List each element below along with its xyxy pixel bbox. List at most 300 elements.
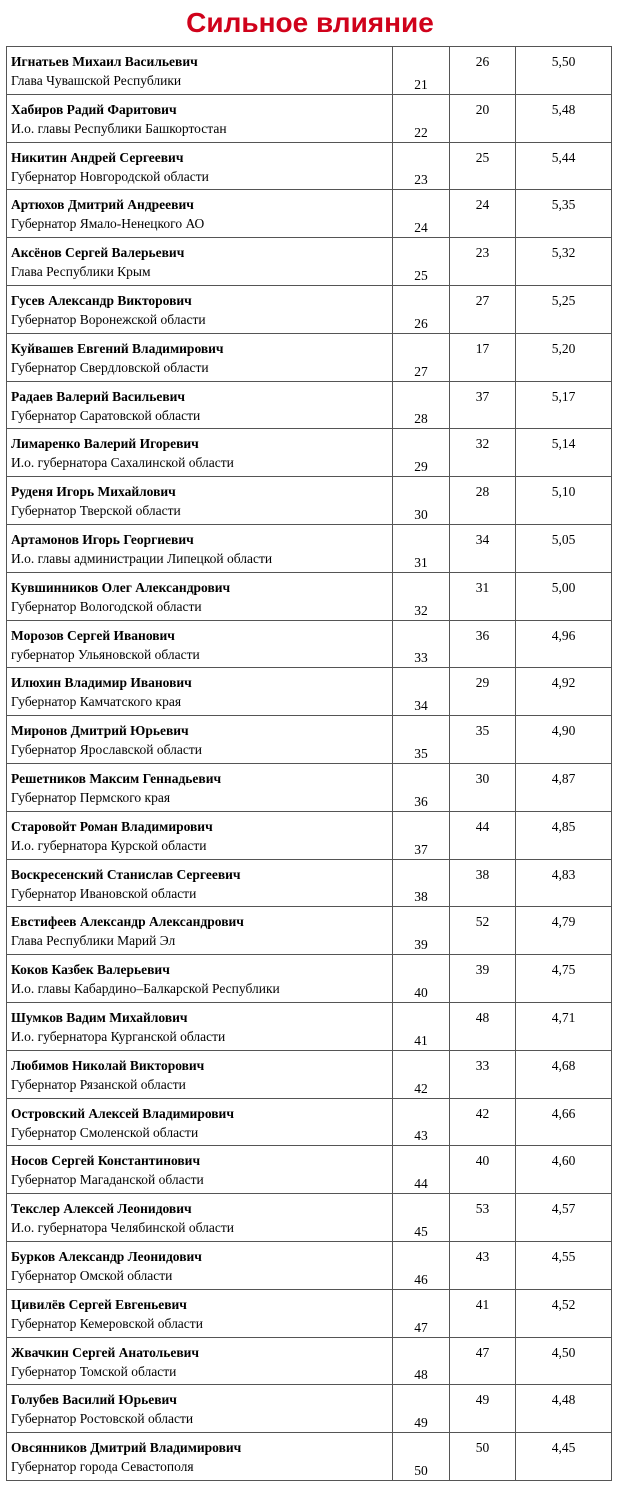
previous-place: 53 [475, 1201, 490, 1217]
person-cell [7, 907, 393, 954]
person-cell [7, 1242, 393, 1289]
table-row [6, 1433, 612, 1481]
table-row [6, 955, 612, 1003]
table-row [6, 143, 612, 191]
person-position: Губернатор Ивановской области [11, 885, 197, 901]
person-cell [7, 1146, 393, 1193]
place-cell [393, 1194, 450, 1241]
table-row [6, 334, 612, 382]
person-cell [7, 573, 393, 620]
score-cell [516, 477, 611, 524]
person-name: Носов Сергей Константинович [11, 1153, 201, 1169]
place-cell [393, 95, 450, 142]
person-cell [7, 477, 393, 524]
place-cell [393, 668, 450, 715]
rank-place: 39 [414, 937, 428, 953]
table-row [6, 1338, 612, 1386]
score-value: 4,48 [551, 1392, 576, 1408]
previous-place: 37 [475, 388, 490, 404]
table-row [6, 382, 612, 430]
score-cell [516, 812, 611, 859]
place-cell [393, 238, 450, 285]
previous-place: 31 [475, 579, 490, 595]
place-cell [393, 1290, 450, 1337]
score-cell [516, 764, 611, 811]
previous-place: 52 [475, 914, 490, 930]
previous-place: 30 [475, 770, 490, 786]
score-value: 5,17 [551, 388, 576, 404]
person-cell [7, 95, 393, 142]
rank-place: 46 [414, 1271, 428, 1287]
place-cell [393, 716, 450, 763]
previous-place-cell [450, 1433, 516, 1480]
place-cell [393, 812, 450, 859]
previous-place: 25 [475, 149, 490, 165]
rank-place: 35 [414, 745, 428, 761]
score-value: 5,48 [551, 101, 576, 117]
rank-place: 27 [414, 363, 428, 379]
person-position: Губернатор Магаданской области [11, 1172, 204, 1188]
table-row [6, 860, 612, 908]
person-position: И.о. губернатора Сахалинской области [11, 455, 234, 471]
previous-place-cell [450, 1003, 516, 1050]
place-cell [393, 334, 450, 381]
person-name: Радаев Валерий Васильевич [11, 388, 186, 404]
rank-place: 24 [414, 220, 428, 236]
previous-place: 17 [475, 340, 490, 356]
previous-place-cell [450, 812, 516, 859]
person-name: Кувшинников Олег Александрович [11, 579, 231, 595]
person-name: Евстифеев Александр Александрович [11, 914, 244, 930]
rank-place: 41 [414, 1032, 428, 1048]
table-row [6, 1242, 612, 1290]
previous-place-cell [450, 1242, 516, 1289]
place-cell [393, 382, 450, 429]
score-cell [516, 955, 611, 1002]
score-cell [516, 47, 611, 94]
person-name: Воскресенский Станислав Сергеевич [11, 866, 241, 882]
previous-place: 23 [475, 245, 490, 261]
score-value: 4,52 [551, 1296, 576, 1312]
table-row [6, 286, 612, 334]
table-row [6, 525, 612, 573]
table-row [6, 1194, 612, 1242]
person-name: Артамонов Игорь Георгиевич [11, 531, 194, 547]
rank-place: 36 [414, 793, 428, 809]
score-value: 4,79 [551, 914, 576, 930]
score-cell [516, 1242, 611, 1289]
person-name: Шумков Вадим Михайлович [11, 1009, 188, 1025]
previous-place-cell [450, 143, 516, 190]
person-position: Губернатор Воронежской области [11, 311, 206, 327]
previous-place-cell [450, 1051, 516, 1098]
rank-place: 34 [414, 698, 428, 714]
score-cell [516, 143, 611, 190]
previous-place-cell [450, 95, 516, 142]
table-row [6, 716, 612, 764]
score-cell [516, 1385, 611, 1432]
score-value: 5,20 [551, 340, 576, 356]
score-value: 4,50 [551, 1344, 576, 1360]
rank-place: 49 [414, 1415, 428, 1431]
previous-place: 27 [475, 292, 490, 308]
person-cell [7, 382, 393, 429]
previous-place-cell [450, 334, 516, 381]
previous-place-cell [450, 525, 516, 572]
score-value: 4,83 [551, 866, 576, 882]
score-value: 5,50 [551, 54, 576, 69]
person-name: Морозов Сергей Иванович [11, 627, 175, 643]
previous-place-cell [450, 382, 516, 429]
person-name: Лимаренко Валерий Игоревич [11, 436, 199, 452]
score-value: 4,60 [551, 1153, 576, 1169]
person-name: Голубев Василий Юрьевич [11, 1392, 177, 1408]
previous-place: 47 [475, 1344, 490, 1360]
previous-place: 50 [475, 1440, 490, 1456]
score-value: 4,96 [551, 627, 576, 643]
score-value: 4,92 [551, 675, 576, 691]
score-cell [516, 525, 611, 572]
score-cell [516, 429, 611, 476]
previous-place-cell [450, 1194, 516, 1241]
score-value: 5,14 [551, 436, 576, 452]
rank-place: 22 [414, 124, 428, 140]
rank-place: 40 [414, 984, 428, 1000]
place-cell [393, 47, 450, 94]
previous-place-cell [450, 764, 516, 811]
place-cell [393, 860, 450, 907]
person-cell [7, 429, 393, 476]
person-cell [7, 860, 393, 907]
table-row [6, 47, 612, 95]
place-cell [393, 1433, 450, 1480]
previous-place-cell [450, 716, 516, 763]
score-value: 4,66 [551, 1105, 576, 1121]
person-position: И.о. главы администрации Липецкой области [11, 550, 273, 566]
previous-place: 36 [475, 627, 490, 643]
previous-place: 49 [475, 1392, 490, 1408]
score-cell [516, 716, 611, 763]
rank-place: 21 [414, 76, 428, 92]
place-cell [393, 1099, 450, 1146]
score-cell [516, 1003, 611, 1050]
person-position: Губернатор Ростовской области [11, 1411, 194, 1427]
person-cell [7, 1385, 393, 1432]
score-value: 4,71 [551, 1009, 576, 1025]
person-cell [7, 286, 393, 333]
rank-place: 25 [414, 267, 428, 283]
person-cell [7, 1003, 393, 1050]
table-row [6, 1146, 612, 1194]
rank-place: 44 [414, 1176, 428, 1192]
place-cell [393, 477, 450, 524]
previous-place-cell [450, 1146, 516, 1193]
person-name: Руденя Игорь Михайлович [11, 484, 176, 500]
previous-place-cell [450, 47, 516, 94]
rank-place: 31 [414, 554, 428, 570]
score-value: 5,35 [551, 197, 576, 213]
person-name: Артюхов Дмитрий Андреевич [11, 197, 194, 213]
table-row [6, 907, 612, 955]
table-row [6, 812, 612, 860]
place-cell [393, 143, 450, 190]
person-position: Губернатор Ярославской области [11, 742, 202, 758]
table-row [6, 573, 612, 621]
previous-place-cell [450, 621, 516, 668]
rank-place: 28 [414, 411, 428, 427]
previous-place-cell [450, 1290, 516, 1337]
score-value: 5,44 [551, 149, 576, 165]
previous-place-cell [450, 238, 516, 285]
score-cell [516, 382, 611, 429]
score-cell [516, 860, 611, 907]
previous-place-cell [450, 286, 516, 333]
previous-place: 43 [475, 1248, 490, 1264]
person-cell [7, 47, 393, 94]
person-position: Губернатор Рязанской области [11, 1076, 186, 1092]
person-position: Губернатор Томской области [11, 1363, 177, 1379]
previous-place: 48 [475, 1009, 490, 1025]
score-value: 5,10 [551, 484, 576, 500]
person-position: губернатор Ульяновской области [11, 646, 200, 662]
rank-place: 43 [414, 1128, 428, 1144]
score-cell [516, 334, 611, 381]
score-value: 4,68 [551, 1057, 576, 1073]
person-name: Цивилёв Сергей Евгеньевич [11, 1296, 187, 1312]
score-value: 4,90 [551, 723, 576, 739]
rank-place: 29 [414, 459, 428, 475]
person-name: Миронов Дмитрий Юрьевич [11, 723, 189, 739]
rank-place: 42 [414, 1080, 428, 1096]
score-cell [516, 190, 611, 237]
place-cell [393, 286, 450, 333]
previous-place: 32 [475, 436, 490, 452]
person-cell [7, 1433, 393, 1480]
person-position: И.о. губернатора Курской области [11, 837, 207, 853]
previous-place-cell [450, 1099, 516, 1146]
table-row [6, 95, 612, 143]
rank-place: 30 [414, 506, 428, 522]
score-cell [516, 1194, 611, 1241]
person-cell [7, 1290, 393, 1337]
score-cell [516, 573, 611, 620]
previous-place-cell [450, 1385, 516, 1432]
previous-place: 39 [475, 962, 490, 978]
previous-place: 38 [475, 866, 490, 882]
table-row [6, 477, 612, 525]
person-name: Аксёнов Сергей Валерьевич [11, 245, 185, 261]
score-cell [516, 668, 611, 715]
person-cell [7, 716, 393, 763]
rank-place: 26 [414, 315, 428, 331]
place-cell [393, 1051, 450, 1098]
table-row [6, 238, 612, 286]
previous-place: 40 [475, 1153, 490, 1169]
score-cell [516, 1433, 611, 1480]
rank-place: 47 [414, 1319, 428, 1335]
person-position: Губернатор Тверской области [11, 503, 181, 519]
person-name: Старовойт Роман Владимирович [11, 818, 213, 834]
person-position: И.о. главы Кабардино–Балкарской Республики [11, 981, 280, 997]
person-name: Игнатьев Михаил Васильевич [11, 54, 198, 69]
score-cell [516, 1146, 611, 1193]
previous-place-cell [450, 907, 516, 954]
person-cell [7, 1099, 393, 1146]
score-value: 4,55 [551, 1248, 576, 1264]
score-cell [516, 95, 611, 142]
person-cell [7, 955, 393, 1002]
score-value: 4,85 [551, 818, 576, 834]
place-cell [393, 429, 450, 476]
person-position: Губернатор Смоленской области [11, 1124, 199, 1140]
previous-place-cell [450, 860, 516, 907]
previous-place: 28 [475, 484, 490, 500]
person-name: Гусев Александр Викторович [11, 292, 192, 308]
previous-place-cell [450, 1338, 516, 1385]
rank-place: 23 [414, 172, 428, 188]
person-position: Глава Чувашской Республики [11, 73, 182, 88]
person-name: Никитин Андрей Сергеевич [11, 149, 184, 165]
score-cell [516, 238, 611, 285]
score-value: 5,32 [551, 245, 576, 261]
person-name: Коков Казбек Валерьевич [11, 962, 170, 978]
previous-place-cell [450, 429, 516, 476]
person-position: Губернатор Вологодской области [11, 598, 202, 614]
place-cell [393, 764, 450, 811]
person-position: Губернатор Саратовской области [11, 407, 201, 423]
score-value: 5,05 [551, 531, 576, 547]
table-row [6, 190, 612, 238]
person-cell [7, 812, 393, 859]
table-row [6, 429, 612, 477]
rank-place: 37 [414, 841, 428, 857]
person-position: Губернатор города Севастополя [11, 1459, 194, 1475]
previous-place: 33 [475, 1057, 490, 1073]
person-cell [7, 621, 393, 668]
person-cell [7, 238, 393, 285]
place-cell [393, 1242, 450, 1289]
person-name: Решетников Максим Геннадьевич [11, 770, 222, 786]
person-position: Губернатор Пермского края [11, 789, 171, 805]
table-row [6, 764, 612, 812]
table-row [6, 1051, 612, 1099]
previous-place: 35 [475, 723, 490, 739]
previous-place-cell [450, 955, 516, 1002]
place-cell [393, 621, 450, 668]
person-name: Куйвашев Евгений Владимирович [11, 340, 224, 356]
rank-place: 50 [414, 1462, 428, 1478]
previous-place: 26 [475, 54, 490, 69]
page-title: Сильное влияние [186, 7, 434, 38]
person-cell [7, 143, 393, 190]
place-cell [393, 955, 450, 1002]
person-position: Губернатор Ямало-Ненецкого АО [11, 216, 205, 232]
previous-place: 20 [475, 101, 490, 117]
person-position: Губернатор Омской области [11, 1267, 173, 1283]
person-position: И.о. губернатора Курганской области [11, 1028, 226, 1044]
score-value: 4,87 [551, 770, 576, 786]
score-value: 5,25 [551, 292, 576, 308]
score-value: 4,57 [551, 1201, 576, 1217]
person-name: Илюхин Владимир Иванович [11, 675, 192, 691]
person-cell [7, 1194, 393, 1241]
place-cell [393, 190, 450, 237]
table-row [6, 668, 612, 716]
person-name: Жвачкин Сергей Анатольевич [11, 1344, 200, 1360]
rank-place: 33 [414, 650, 428, 666]
place-cell [393, 1338, 450, 1385]
place-cell [393, 1003, 450, 1050]
previous-place-cell [450, 573, 516, 620]
table-row [6, 1290, 612, 1338]
previous-place: 34 [475, 531, 490, 547]
place-cell [393, 573, 450, 620]
rank-place: 38 [414, 889, 428, 905]
score-value: 4,75 [551, 962, 576, 978]
score-cell [516, 1290, 611, 1337]
person-position: Глава Республики Крым [11, 264, 151, 280]
previous-place: 24 [475, 197, 490, 213]
person-position: Губернатор Новгородской области [11, 168, 209, 184]
person-position: Губернатор Камчатского края [11, 694, 182, 710]
previous-place: 41 [475, 1296, 490, 1312]
score-cell [516, 1099, 611, 1146]
person-cell [7, 668, 393, 715]
previous-place: 42 [475, 1105, 490, 1121]
rating-table [6, 46, 612, 1481]
previous-place: 29 [475, 675, 490, 691]
place-cell [393, 1385, 450, 1432]
score-cell [516, 1051, 611, 1098]
previous-place: 44 [475, 818, 490, 834]
person-name: Островский Алексей Владимирович [11, 1105, 234, 1121]
table-row [6, 621, 612, 669]
rank-place: 32 [414, 602, 428, 618]
person-name: Бурков Александр Леонидович [11, 1248, 202, 1264]
rank-place: 48 [414, 1367, 428, 1383]
previous-place-cell [450, 190, 516, 237]
place-cell [393, 1146, 450, 1193]
table-row [6, 1099, 612, 1147]
person-cell [7, 525, 393, 572]
table-row [6, 1385, 612, 1433]
previous-place-cell [450, 668, 516, 715]
person-position: Губернатор Кемеровской области [11, 1315, 203, 1331]
person-cell [7, 764, 393, 811]
rank-place: 45 [414, 1223, 428, 1239]
place-cell [393, 525, 450, 572]
score-cell [516, 286, 611, 333]
score-cell [516, 1338, 611, 1385]
person-cell [7, 1338, 393, 1385]
person-name: Любимов Николай Викторович [11, 1057, 205, 1073]
person-position: И.о. главы Республики Башкортостан [11, 120, 227, 136]
person-cell [7, 190, 393, 237]
person-position: И.о. губернатора Челябинской области [11, 1220, 234, 1236]
score-cell [516, 907, 611, 954]
person-cell [7, 334, 393, 381]
place-cell [393, 907, 450, 954]
person-cell [7, 1051, 393, 1098]
person-position: Губернатор Свердловской области [11, 359, 209, 375]
person-name: Овсянников Дмитрий Владимирович [11, 1440, 242, 1456]
previous-place-cell [450, 477, 516, 524]
person-position: Глава Республики Марий Эл [11, 933, 176, 949]
score-value: 5,00 [551, 579, 576, 595]
score-value: 4,45 [551, 1440, 576, 1456]
score-cell [516, 621, 611, 668]
person-name: Текслер Алексей Леонидович [11, 1201, 192, 1217]
